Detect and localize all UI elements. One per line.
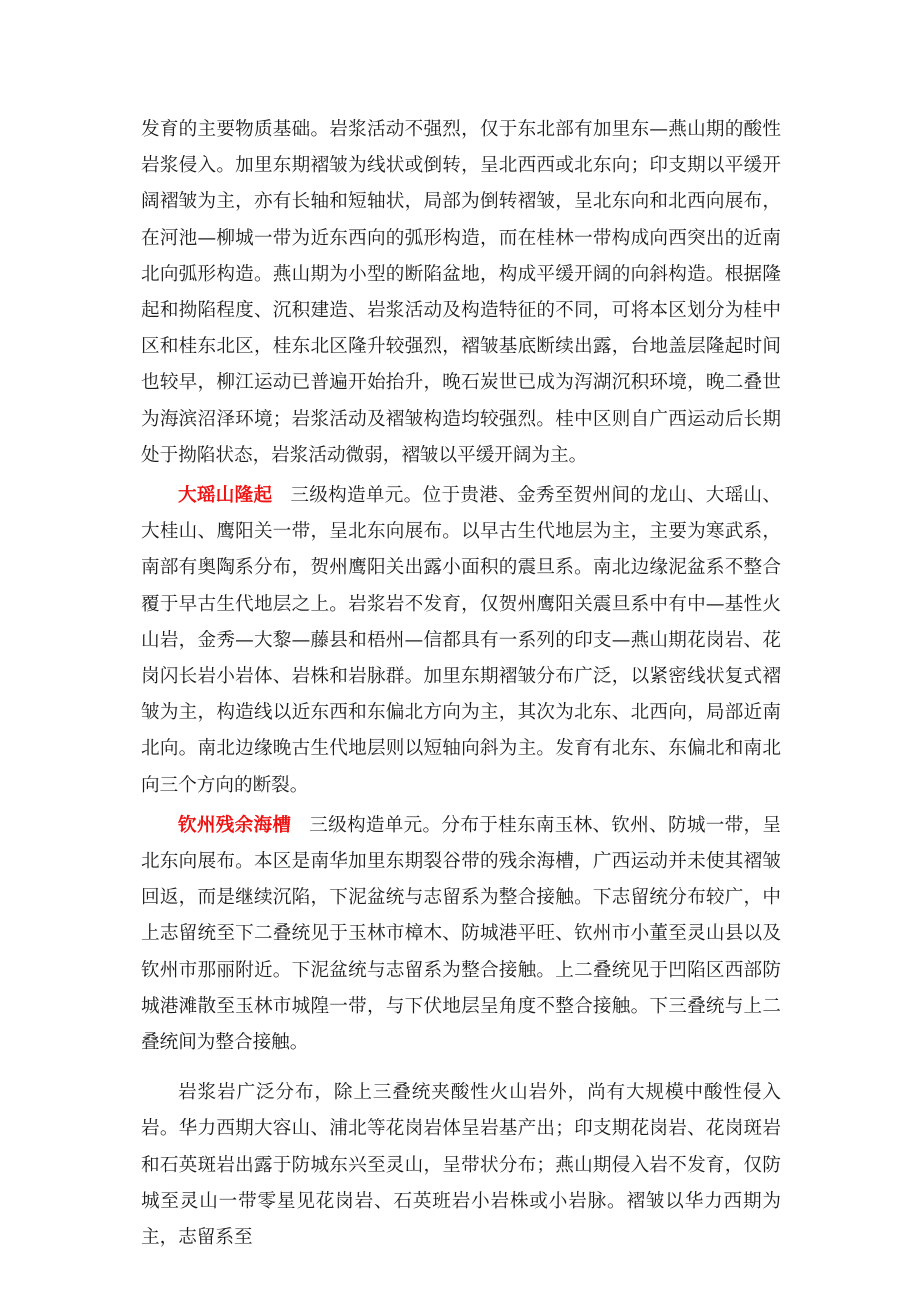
paragraph-dayaoshan-uplift	[141, 478, 781, 804]
paragraph-text: 发育的主要物质基础。岩浆活动不强烈，仅于东北部有加里东—燕山期的酸性岩浆侵入。加里东期褶皱为线状或倒转，呈北西西或北东向；印支期以平缓开阔褶皱为主，亦有长轴和短轴状，局部为倒转褶皱，呈北东向和北西向展布，在河池—柳城一带为近东西向的弧形构造，而在桂林一带构成向西突出的近南北向弧形构造。燕山期为小型的断陷盆地，构成平缓开阔的向斜构造。根据隆起和拗陷程度、沉积建造、岩浆活动及构造特征的不同，可将本区划分为桂中区和桂东北区，桂东北区隆升较强烈，褶皱基底断续出露，台地盖层隆起时间也较早，柳江运动已普遍开始抬升，晚石炭世已成为泻湖沉积环境，晚二叠世为海滨沼泽环境；岩浆活动及褶皱构造均较强烈。桂中区则自广西运动后长期处于拗陷状态，岩浆活动微弱，褶皱以平缓开阔为主。	[141, 119, 781, 466]
paragraph-magmatic-rocks	[141, 1075, 781, 1256]
section-heading: 钦州残余海槽	[178, 814, 292, 836]
paragraph-text: 岩浆岩广泛分布，除上三叠统夹酸性火山岩外，尚有大规模中酸性侵入岩。华力西期大容山、浦北等花岗岩体呈岩基产出；印支期花岗岩、花岗斑岩和石英斑岩出露于防城东兴至灵山，呈带状分布；燕山期侵入岩不发育，仅防城至灵山一带零星见花岗岩、石英班岩小岩株或小岩脉。褶皱以华力西期为主，志留系至	[141, 1082, 781, 1249]
paragraph-continued	[141, 112, 781, 474]
paragraph-text: 三级构造单元。分布于桂东南玉林、钦州、防城一带，呈北东向展布。本区是南华加里东期裂谷带的残余海槽，广西运动并未使其褶皱回返，而是继续沉陷，下泥盆统与志留系为整合接触。下志留统分布较广，中上志留统至下二叠统见于玉林市樟木、防城港平旺、钦州市小董至灵山县以及钦州市那丽附近。下泥盆统与志留系为整合接触。上二叠统见于凹陷区西部防城港滩散至玉林市城隍一带，与下伏地层呈角度不整合接触。下三叠统与上二叠统间为整合接触。	[141, 814, 781, 1054]
section-heading: 大瑶山隆起	[178, 485, 273, 507]
document-body	[141, 112, 781, 1256]
paragraph-qinzhou-trough	[141, 808, 781, 1061]
paragraph-text: 三级构造单元。位于贵港、金秀至贺州间的龙山、大瑶山、大桂山、鹰阳关一带，呈北东向展布。以早古生代地层为主，主要为寒武系，南部有奥陶系分布，贺州鹰阳关出露小面积的震旦系。南北边缘泥盆系不整合覆于早古生代地层之上。岩浆岩不发育，仅贺州鹰阳关震旦系中有中—基性火山岩，金秀—大黎—藤县和梧州—信都具有一系列的印支—燕山期花岗岩、花岗闪长岩小岩体、岩株和岩脉群。加里东期褶皱分布广泛，以紧密线状复式褶皱为主，构造线以近东西和东偏北方向为主，其次为北东、北西向，局部近南北向。南北边缘晚古生代地层则以短轴向斜为主。发育有北东、东偏北和南北向三个方向的断裂。	[141, 485, 781, 796]
